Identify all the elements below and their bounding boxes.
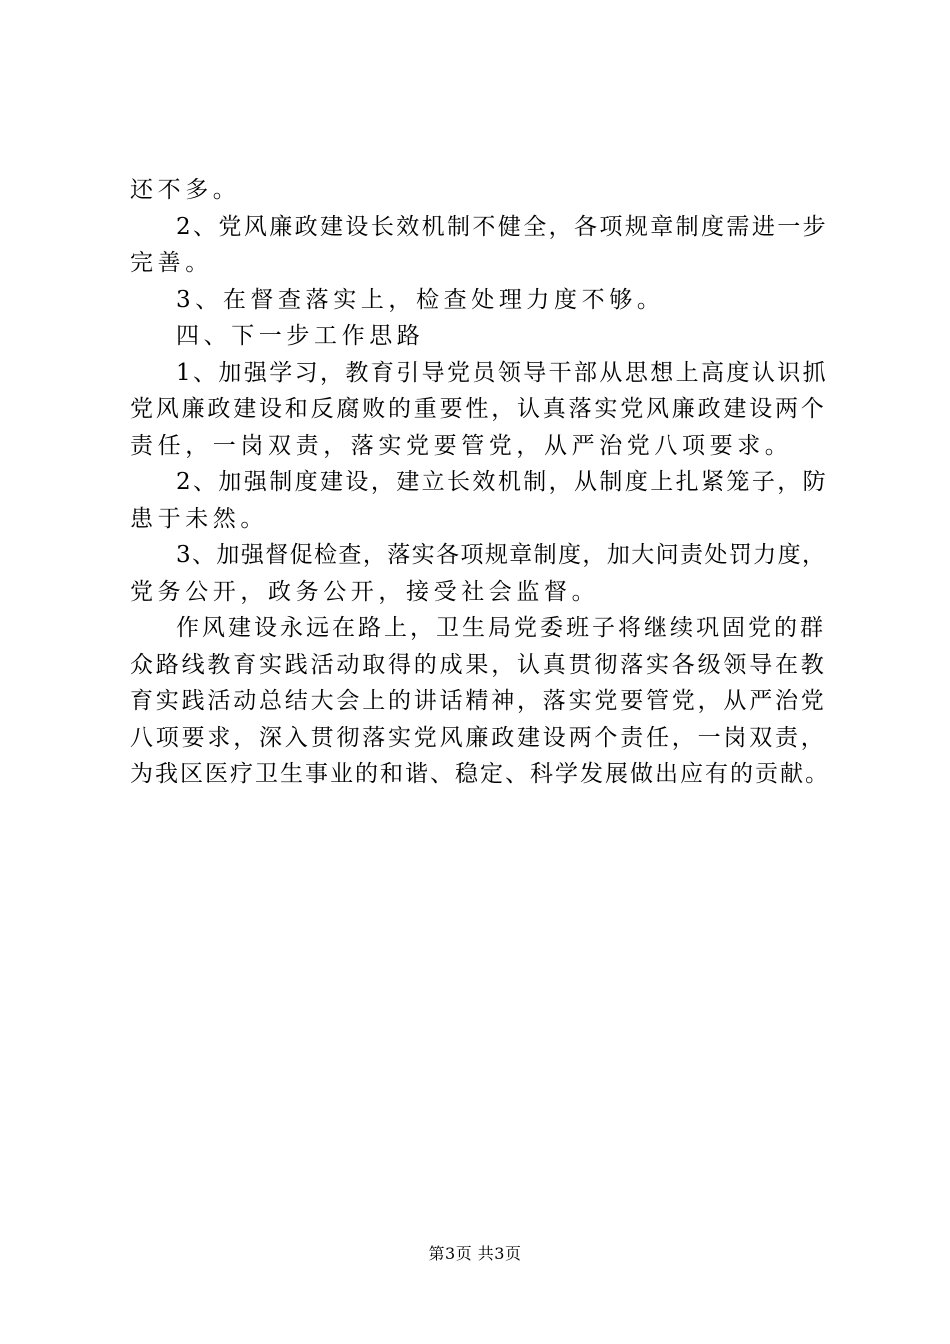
text-line: 3、加强督促检查，落实各项规章制度，加大问责处罚力度， <box>176 542 827 568</box>
text-line: 2、党风廉政建设长效机制不健全，各项规章制度需进一步 <box>176 213 829 240</box>
text-line: 作风建设永远在路上，卫生局党委班子将继续巩固党的群 <box>176 615 826 641</box>
text-line: 为我区医疗卫生事业的和谐、稳定、科学发展做出应有的贡献。 <box>130 761 830 787</box>
text-line: 3、在督查落实上，检查处理力度不够。 <box>176 286 665 313</box>
text-line: 众路线教育实践活动取得的成果，认真贯彻落实各级领导在教 <box>130 651 827 678</box>
document-body <box>130 172 830 793</box>
text-line: 患于未然。 <box>130 505 268 532</box>
text-line: 还不多。 <box>130 177 241 203</box>
text-line: 完善。 <box>130 250 213 276</box>
section-heading: 四、下一步工作思路 <box>176 323 425 349</box>
text-line: 2、加强制度建设，建立长效机制，从制度上扎紧笼子，防 <box>176 469 829 495</box>
text-line: 1、加强学习，教育引导党员领导干部从思想上高度认识抓 <box>176 359 829 386</box>
text-line: 党务公开，政务公开，接受社会监督。 <box>130 578 600 605</box>
text-line: 育实践活动总结大会上的讲话精神，落实党要管党，从严治党 <box>130 688 827 714</box>
text-line: 党风廉政建设和反腐败的重要性，认真落实党风廉政建设两个 <box>130 396 827 422</box>
text-line: 八项要求，深入贯彻落实党风廉政建设两个责任，一岗双责， <box>130 724 827 751</box>
text-line: 责任，一岗双责，落实党要管党，从严治党八项要求。 <box>130 432 793 459</box>
page-footer: 第3页 共3页 <box>428 1244 522 1263</box>
